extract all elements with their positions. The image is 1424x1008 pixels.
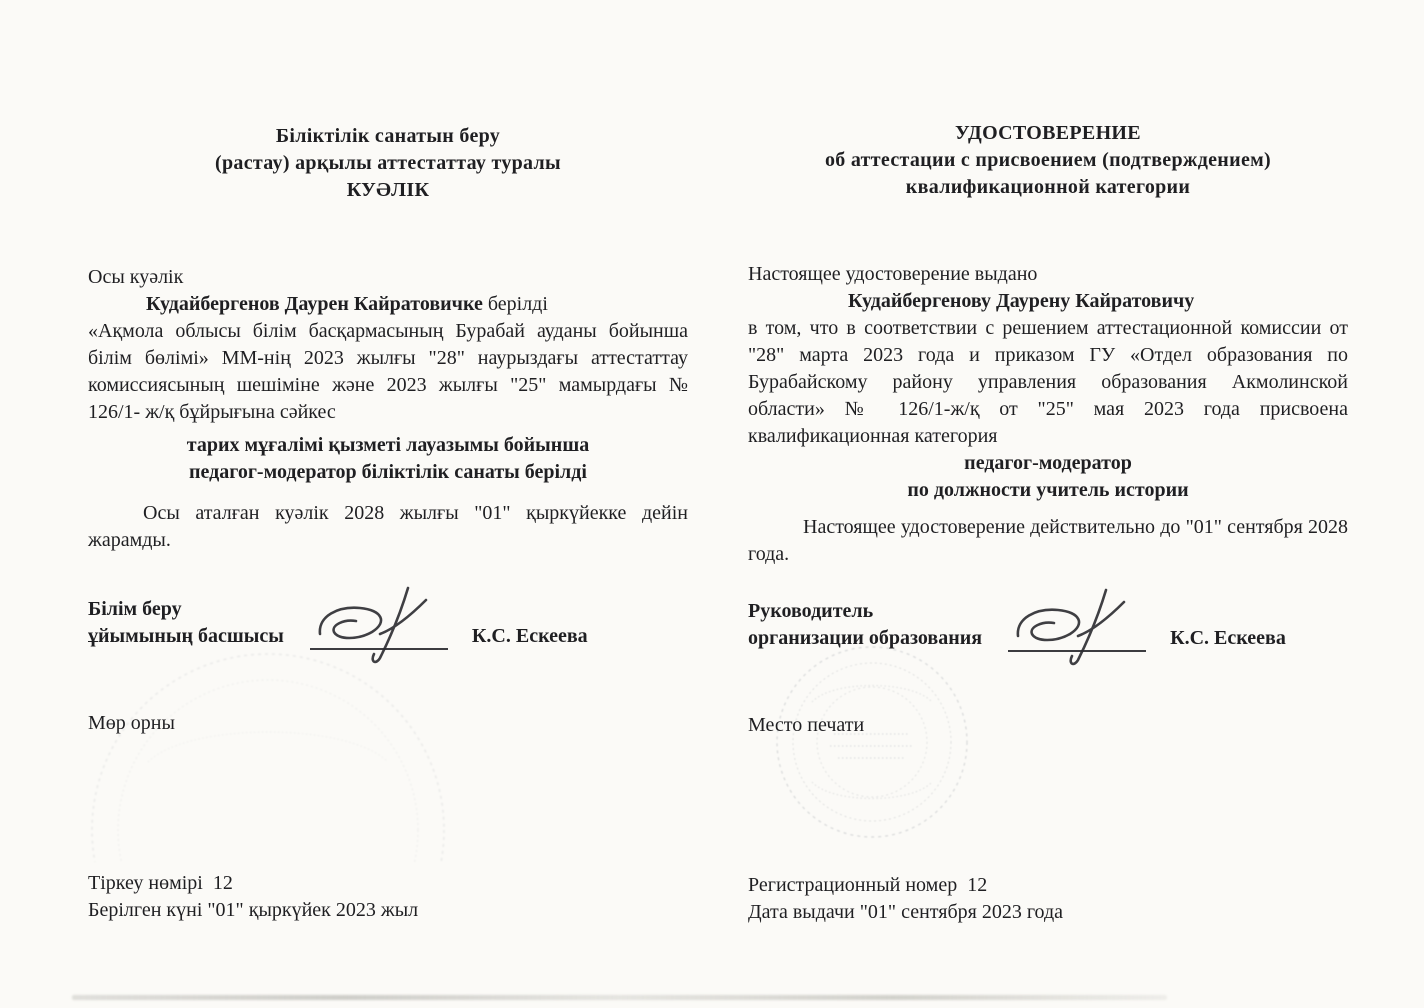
ru-registration-number: Регистрационный номер 12 bbox=[748, 874, 988, 896]
kk-intro-line: Осы куәлік bbox=[88, 266, 184, 288]
kk-registration-block bbox=[88, 870, 688, 924]
kk-title-line-2: (растау) арқылы аттестаттау туралы bbox=[215, 152, 561, 174]
ru-signature-row bbox=[748, 625, 1348, 652]
ru-registration-block bbox=[748, 872, 1348, 926]
ru-category-line-2: по должности учитель истории bbox=[907, 479, 1189, 501]
kk-recipient-suffix: берілді bbox=[482, 293, 548, 315]
kk-title-line-1: Біліктілік санатын беру bbox=[275, 125, 501, 147]
kk-registration-number: Тіркеу нөмірі 12 bbox=[88, 872, 233, 894]
ru-signer-role-line-1: Руководитель bbox=[748, 600, 874, 622]
ru-signer-name: К.С. Ескеева bbox=[1170, 627, 1286, 649]
ru-body bbox=[748, 261, 1348, 450]
ru-title-line-1: УДОСТОВЕРЕНИЕ bbox=[955, 122, 1141, 144]
kk-category-block bbox=[88, 432, 688, 486]
kk-recipient-line bbox=[88, 291, 688, 318]
ru-signer-role-line-2: организации образования bbox=[748, 627, 983, 649]
kk-recipient-name: Кудайбергенов Даурен Кайратовичке bbox=[146, 293, 483, 315]
ru-recipient-line bbox=[748, 288, 1348, 315]
ru-title-line-3: квалификационной категории bbox=[905, 176, 1191, 198]
certificate-russian-column bbox=[748, 120, 1348, 926]
kk-signer-name: К.С. Ескеева bbox=[471, 625, 588, 647]
kk-signature-row bbox=[88, 623, 688, 650]
kk-category-line-1: тарих мұғалімі қызметі лауазымы бойынша bbox=[186, 434, 590, 456]
certificate-kazakh-column bbox=[88, 123, 688, 924]
kk-seal-place-label: Мөр орны bbox=[88, 712, 175, 734]
signature-line-right bbox=[1008, 630, 1146, 652]
ru-seal-place-label: Место печати bbox=[748, 714, 865, 736]
scan-artifact-line bbox=[72, 995, 1167, 1000]
kk-signer-role-line-2: ұйымының басшысы bbox=[88, 625, 284, 647]
ru-signature-block bbox=[748, 598, 1348, 652]
kk-title bbox=[88, 123, 688, 204]
handwritten-signature-left bbox=[304, 582, 454, 662]
kk-body-paragraph: «Ақмола облысы білім басқармасының Бурабай ауданы бойынша білім бөлімі» ММ-нің 2023 жылғы "28" наурыздағы аттестаттау комиссиясының шешіміне және 2023 жылғы "25" мамырдағы № 126/1- ж/қ бұйрығына сәйкес bbox=[88, 320, 688, 423]
ru-title-line-2: об аттестации с присвоением (подтверждением) bbox=[824, 149, 1272, 171]
ru-category-line-1: педагог-модератор bbox=[964, 452, 1132, 474]
ru-title bbox=[748, 120, 1348, 201]
kk-signature-block bbox=[88, 596, 688, 650]
ru-intro-line: Настоящее удостоверение выдано bbox=[748, 263, 1038, 285]
ru-body-paragraph: в том, что в соответствии с решением аттестационной комиссии от "28" марта 2023 года и приказом ГУ «Отдел образования по Бурабайскому району управления образования Акмолинской области» № 126/1-ж/қ от "25" мая 2023 года присвоена квалификационная категория bbox=[748, 317, 1348, 447]
kk-body bbox=[88, 264, 688, 426]
ru-issue-date: Дата выдачи "01" сентября 2023 года bbox=[748, 901, 1064, 923]
ru-recipient-name: Кудайбергенову Даурену Кайратовичу bbox=[848, 290, 1195, 312]
ru-validity-paragraph: Настоящее удостоверение действительно до "01" сентября 2028 года. bbox=[748, 516, 1348, 565]
kk-category-line-2: педагог-модератор біліктілік санаты берілді bbox=[189, 461, 587, 483]
kk-title-line-3: КУӘЛІК bbox=[346, 179, 430, 201]
kk-validity-paragraph: Осы аталған куәлік 2028 жылғы "01" қыркүйекке дейін жарамды. bbox=[88, 502, 688, 551]
kk-issue-date: Берілген күні "01" қыркүйек 2023 жыл bbox=[88, 899, 419, 921]
handwritten-signature-right bbox=[1002, 584, 1152, 664]
kk-signer-role-line-1: Білім беру bbox=[88, 598, 182, 620]
signature-line-left bbox=[310, 628, 448, 650]
ru-category-block bbox=[748, 450, 1348, 504]
